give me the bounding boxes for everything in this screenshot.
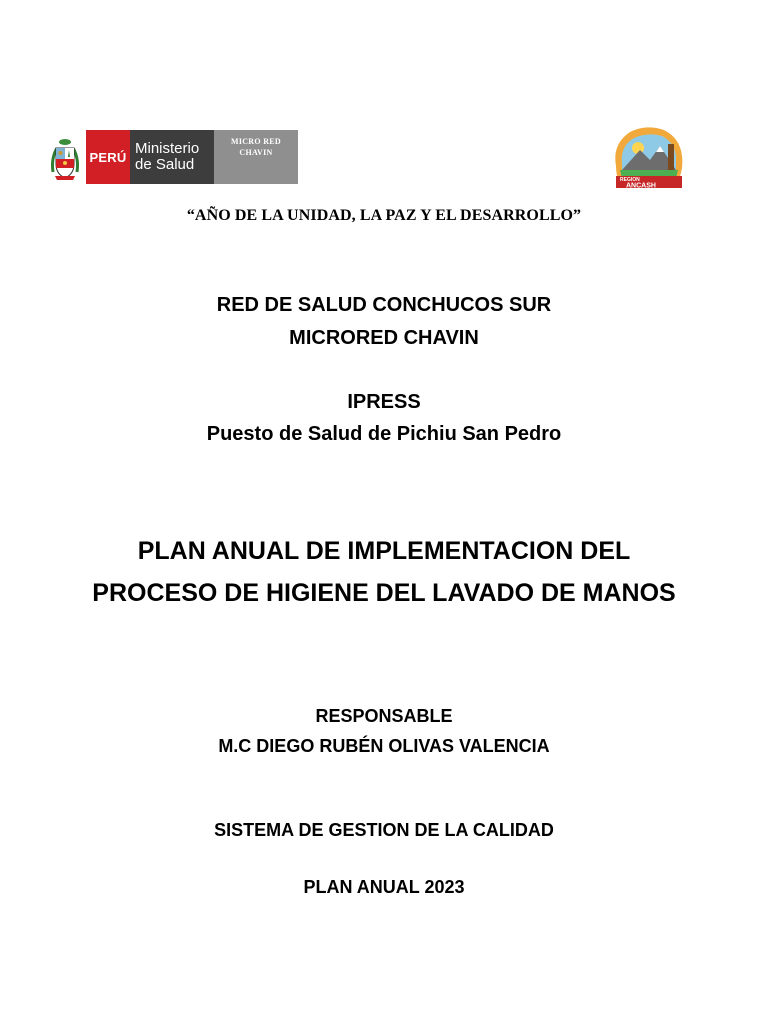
- peru-coat-of-arms-icon: [48, 130, 82, 186]
- network-name: RED DE SALUD CONCHUCOS SUR: [216, 294, 552, 316]
- microred-name: MICRORED CHAVIN: [289, 327, 479, 349]
- ministerio-de-salud-label: [130, 130, 214, 184]
- year-motto: “AÑO DE LA UNIDAD, LA PAZ Y EL DESARROLLO”: [186, 207, 582, 224]
- responsable-name: M.C DIEGO RUBÉN OLIVAS VALENCIA: [218, 736, 550, 756]
- minsa-logo: [48, 130, 298, 186]
- quality-system-label: SISTEMA DE GESTION DE LA CALIDAD: [214, 820, 554, 840]
- ipress-label: IPRESS: [347, 391, 421, 413]
- annual-plan-label: PLAN ANUAL 2023: [303, 877, 465, 897]
- ministerio-line-2: de Salud: [135, 156, 195, 173]
- microred-chavin-label: [214, 130, 298, 184]
- svg-text:ANCASH: ANCASH: [626, 182, 656, 190]
- microred-line-2: CHAVIN: [239, 148, 273, 157]
- responsable-label: RESPONSABLE: [315, 706, 453, 726]
- microred-line-1: MICRO RED: [230, 137, 282, 146]
- ministerio-line-1: Ministerio: [135, 140, 200, 157]
- ipress-name: Puesto de Salud de Pichiu San Pedro: [206, 423, 562, 445]
- svg-text:REGION: REGION: [620, 177, 640, 183]
- peru-label: PERÚ: [86, 130, 130, 184]
- document-title-line-2: PROCESO DE HIGIENE DEL LAVADO DE MANOS: [92, 579, 676, 607]
- document-title-line-1: PLAN ANUAL DE IMPLEMENTACION DEL: [137, 537, 631, 565]
- region-ancash-logo-icon: [606, 122, 690, 192]
